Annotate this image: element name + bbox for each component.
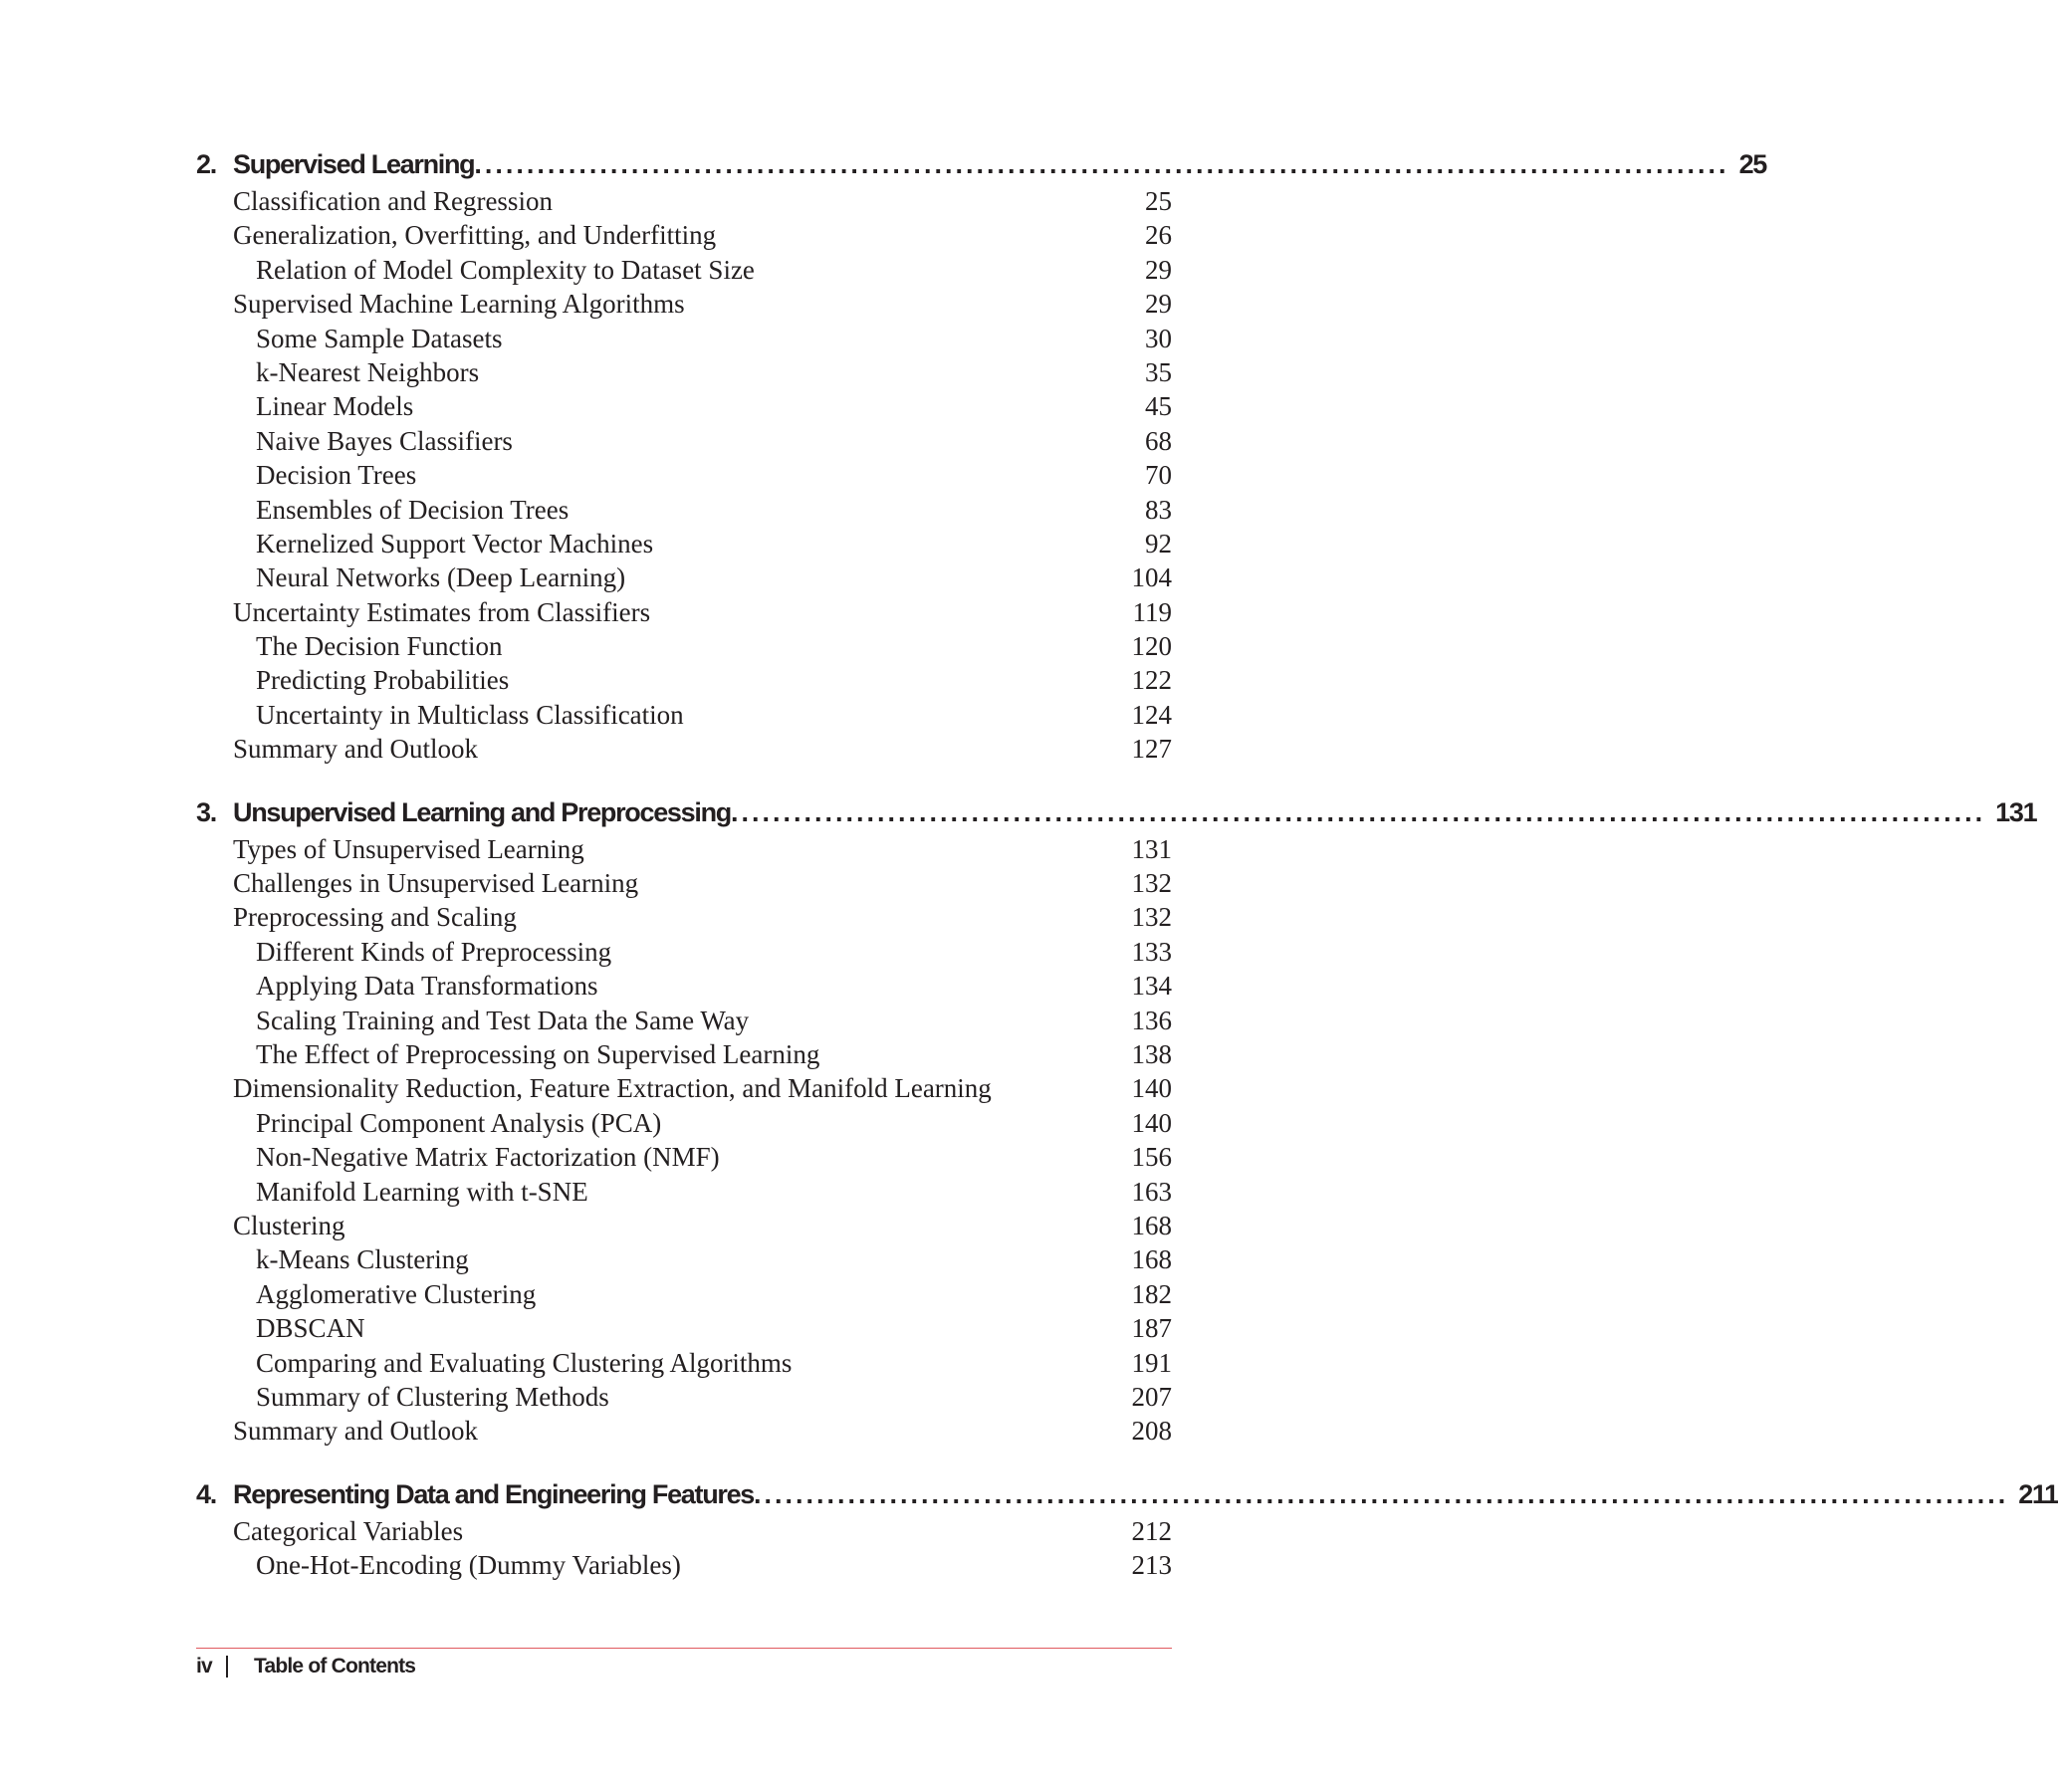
- entry-page-number: 140: [1131, 1073, 1172, 1104]
- entry-page-number: 35: [1145, 356, 1172, 387]
- chapter-heading[interactable]: [196, 792, 2037, 832]
- page-footer: [196, 1652, 415, 1681]
- entry-page-number: 68: [1145, 425, 1172, 456]
- chapter-heading[interactable]: [196, 144, 1766, 184]
- entry-page-number: 134: [1131, 971, 1172, 1002]
- entry-title: k-Nearest Neighbors: [256, 356, 480, 387]
- section-entry[interactable]: [196, 832, 1172, 866]
- entry-title: Linear Models: [256, 391, 414, 422]
- entry-page-number: 92: [1145, 528, 1172, 559]
- entry-page-number: 29: [1145, 289, 1172, 320]
- subsection-entry[interactable]: [196, 663, 1172, 697]
- entry-title: Summary and Outlook: [233, 734, 478, 765]
- subsection-entry[interactable]: [196, 1037, 1172, 1071]
- entry-page-number: 156: [1131, 1142, 1172, 1173]
- entry-page-number: 120: [1131, 631, 1172, 662]
- entry-title: Summary of Clustering Methods: [256, 1381, 609, 1412]
- subsection-entry[interactable]: [196, 1175, 1172, 1209]
- entry-title: Decision Trees: [256, 460, 417, 491]
- entry-page-number: 124: [1131, 699, 1172, 730]
- subsection-entry[interactable]: [196, 424, 1172, 458]
- section-entry[interactable]: [196, 287, 1172, 321]
- entry-page-number: 133: [1131, 936, 1172, 967]
- entry-page-number: 25: [1145, 186, 1172, 216]
- subsection-entry[interactable]: [196, 355, 1172, 389]
- chapter-page-number: 25: [1738, 149, 1766, 179]
- entry-title: Categorical Variables: [233, 1515, 464, 1546]
- entry-page-number: 138: [1131, 1038, 1172, 1069]
- entry-title: The Decision Function: [256, 631, 503, 662]
- footer-rule: [196, 1648, 1172, 1649]
- entry-page-number: 208: [1131, 1416, 1172, 1447]
- subsection-entry[interactable]: [196, 322, 1172, 355]
- entry-title: Generalization, Overfitting, and Underfitting: [233, 220, 717, 251]
- subsection-entry[interactable]: [196, 1277, 1172, 1311]
- chapter-page-number: 131: [1995, 796, 2037, 827]
- entry-title: Predicting Probabilities: [256, 665, 510, 696]
- entry-page-number: 119: [1132, 596, 1172, 627]
- chapter-page-number: 211: [2018, 1478, 2058, 1509]
- entry-page-number: 163: [1131, 1176, 1172, 1207]
- entry-title: Types of Unsupervised Learning: [233, 833, 584, 864]
- footer-section-title: Table of Contents: [254, 1655, 416, 1678]
- chapter-title: Representing Data and Engineering Features: [233, 1478, 755, 1509]
- dot-leader: ........................................................................................................................: [754, 1478, 2009, 1509]
- chapter-number: 3.: [196, 796, 216, 827]
- section-entry[interactable]: [196, 1209, 1172, 1242]
- entry-title: Clustering: [233, 1210, 345, 1240]
- subsection-entry[interactable]: [196, 1548, 1172, 1582]
- entry-page-number: 132: [1131, 868, 1172, 899]
- subsection-entry[interactable]: [196, 493, 1172, 527]
- section-entry[interactable]: [196, 1071, 1172, 1105]
- subsection-entry[interactable]: [196, 458, 1172, 492]
- entry-title: Uncertainty in Multiclass Classification: [256, 699, 684, 730]
- section-entry[interactable]: [196, 1514, 1172, 1548]
- subsection-entry[interactable]: [196, 698, 1172, 732]
- section-entry[interactable]: [196, 732, 1172, 766]
- entry-title: One-Hot-Encoding (Dummy Variables): [256, 1550, 681, 1581]
- entry-page-number: 104: [1131, 562, 1172, 593]
- section-entry[interactable]: [196, 866, 1172, 900]
- entry-title: k-Means Clustering: [256, 1244, 469, 1275]
- section-entry[interactable]: [196, 1414, 1172, 1448]
- entry-page-number: 168: [1131, 1210, 1172, 1240]
- entry-page-number: 70: [1145, 460, 1172, 491]
- entry-title: Ensembles of Decision Trees: [256, 494, 570, 525]
- entry-page-number: 191: [1131, 1347, 1172, 1378]
- subsection-entry[interactable]: [196, 1106, 1172, 1140]
- entry-title: Principal Component Analysis (PCA): [256, 1107, 662, 1138]
- entry-title: Challenges in Unsupervised Learning: [233, 868, 639, 899]
- chapter-title: Unsupervised Learning and Preprocessing: [233, 796, 731, 827]
- chapter-number: 4.: [196, 1478, 216, 1509]
- chapter-heading[interactable]: [196, 1474, 2058, 1514]
- section-entry[interactable]: [196, 900, 1172, 934]
- chapter-number: 2.: [196, 149, 216, 179]
- subsection-entry[interactable]: [196, 1004, 1172, 1037]
- subsection-entry[interactable]: [196, 1242, 1172, 1276]
- entry-title: Non-Negative Matrix Factorization (NMF): [256, 1142, 720, 1173]
- entry-title: Supervised Machine Learning Algorithms: [233, 289, 685, 320]
- entry-title: DBSCAN: [256, 1313, 365, 1344]
- entry-page-number: 30: [1145, 323, 1172, 353]
- entry-title: Kernelized Support Vector Machines: [256, 528, 654, 559]
- entry-page-number: 132: [1131, 902, 1172, 933]
- entry-title: Uncertainty Estimates from Classifiers: [233, 596, 651, 627]
- subsection-entry[interactable]: [196, 1311, 1172, 1345]
- entry-title: Scaling Training and Test Data the Same Way: [256, 1005, 750, 1035]
- subsection-entry[interactable]: [196, 969, 1172, 1003]
- footer-page-number: iv: [196, 1655, 212, 1678]
- section-entry[interactable]: [196, 184, 1172, 218]
- entry-page-number: 207: [1131, 1381, 1172, 1412]
- dot-leader: ........................................................................................................................: [474, 149, 1729, 179]
- dot-leader: ........................................................................................................................: [730, 796, 1986, 827]
- subsection-entry[interactable]: [196, 935, 1172, 969]
- entry-page-number: 45: [1145, 391, 1172, 422]
- entry-page-number: 212: [1131, 1515, 1172, 1546]
- chapter-title: Supervised Learning: [233, 149, 475, 179]
- entry-title: Different Kinds of Preprocessing: [256, 936, 612, 967]
- entry-title: The Effect of Preprocessing on Supervised Learning: [256, 1038, 820, 1069]
- subsection-entry[interactable]: [196, 527, 1172, 560]
- subsection-entry[interactable]: [196, 560, 1172, 594]
- subsection-entry[interactable]: [196, 1140, 1172, 1174]
- entry-page-number: 131: [1131, 833, 1172, 864]
- entry-title: Agglomerative Clustering: [256, 1278, 537, 1309]
- footer-separator: [226, 1656, 228, 1678]
- subsection-entry[interactable]: [196, 1346, 1172, 1380]
- entry-page-number: 26: [1145, 220, 1172, 251]
- entry-page-number: 187: [1131, 1313, 1172, 1344]
- entry-title: Neural Networks (Deep Learning): [256, 562, 626, 593]
- entry-title: Dimensionality Reduction, Feature Extraction, and Manifold Learning: [233, 1073, 992, 1104]
- entry-title: Relation of Model Complexity to Dataset Size: [256, 254, 755, 285]
- entry-title: Comparing and Evaluating Clustering Algorithms: [256, 1347, 793, 1378]
- entry-title: Applying Data Transformations: [256, 971, 598, 1002]
- entry-title: Naive Bayes Classifiers: [256, 425, 513, 456]
- table-of-contents: [196, 144, 2058, 1582]
- entry-title: Classification and Regression: [233, 186, 553, 216]
- entry-title: Summary and Outlook: [233, 1416, 478, 1447]
- entry-page-number: 140: [1131, 1107, 1172, 1138]
- entry-page-number: 182: [1131, 1278, 1172, 1309]
- entry-page-number: 83: [1145, 494, 1172, 525]
- entry-page-number: 29: [1145, 254, 1172, 285]
- entry-page-number: 168: [1131, 1244, 1172, 1275]
- entry-page-number: 213: [1131, 1550, 1172, 1581]
- entry-page-number: 127: [1131, 734, 1172, 765]
- section-entry[interactable]: [196, 595, 1172, 629]
- entry-page-number: 122: [1131, 665, 1172, 696]
- section-entry[interactable]: [196, 218, 1172, 252]
- entry-title: Manifold Learning with t-SNE: [256, 1176, 588, 1207]
- subsection-entry[interactable]: [196, 629, 1172, 663]
- entry-title: Some Sample Datasets: [256, 323, 503, 353]
- entry-title: Preprocessing and Scaling: [233, 902, 517, 933]
- entry-page-number: 136: [1131, 1005, 1172, 1035]
- subsection-entry[interactable]: [196, 253, 1172, 287]
- subsection-entry[interactable]: [196, 389, 1172, 423]
- subsection-entry[interactable]: [196, 1380, 1172, 1414]
